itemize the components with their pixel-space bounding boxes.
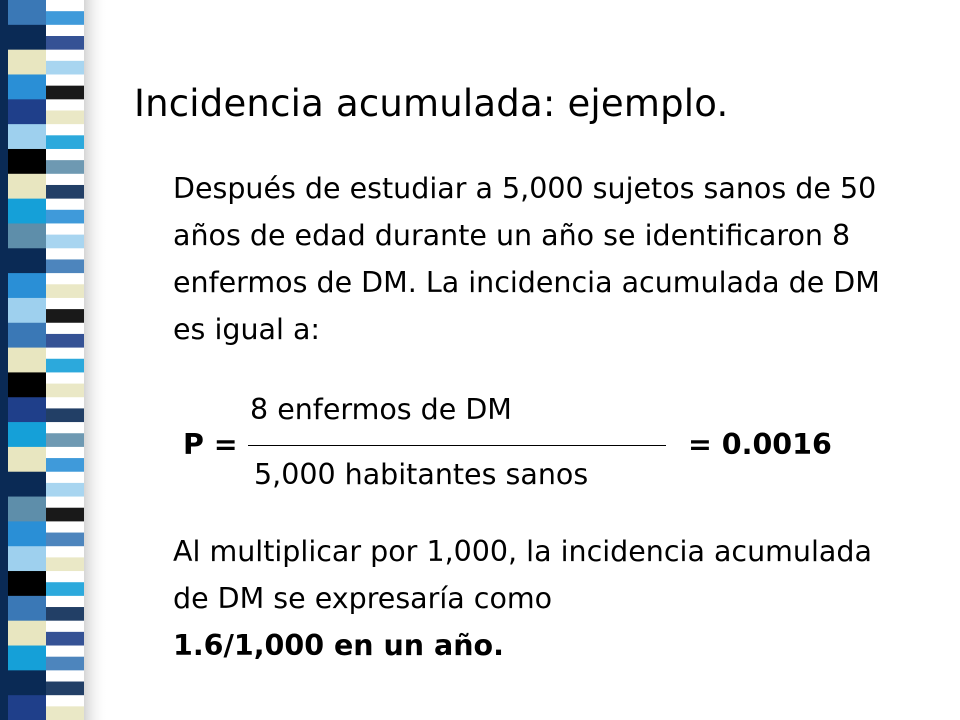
stripe-block — [8, 323, 46, 348]
stripe-block-offset — [46, 657, 84, 671]
stripe-block — [8, 447, 46, 472]
stripe-block-offset — [46, 408, 84, 422]
stripe-block-offset — [46, 458, 84, 472]
stripe-block-offset — [46, 235, 84, 249]
stripe-block — [8, 422, 46, 447]
stripe-block-offset — [46, 86, 84, 100]
stripe-block-offset — [46, 582, 84, 596]
stripe-block — [8, 248, 46, 273]
formula-lhs: P = — [183, 428, 238, 461]
stripe-block — [8, 50, 46, 75]
stripe-block-offset — [46, 110, 84, 124]
stripe-block — [8, 497, 46, 522]
stripe-block — [8, 298, 46, 323]
stripe-block — [8, 521, 46, 546]
stripe-block — [8, 0, 46, 25]
conclusion-text: Al multiplicar por 1,000, la incidencia acumulada de DM se expresaría como — [173, 535, 872, 615]
stripe-block-offset — [46, 706, 84, 720]
problem-paragraph: Después de estudiar a 5,000 sujetos sanos de 50 años de edad durante un año se identificaron 8 enfermos de DM. La incidencia acumulada de DM es igual a: — [173, 172, 880, 346]
stripe-block-offset — [46, 508, 84, 522]
stripe-block-offset — [46, 632, 84, 646]
stripe-block — [8, 223, 46, 248]
stripe-block — [8, 149, 46, 174]
stripe-block-offset — [46, 160, 84, 174]
stripe-block-offset — [46, 61, 84, 75]
stripe-block — [8, 695, 46, 720]
stripe-block — [8, 124, 46, 149]
stripe-block — [8, 670, 46, 695]
stripe-block-offset — [46, 433, 84, 447]
stripe-block-offset — [46, 36, 84, 50]
stripe-block-offset — [46, 185, 84, 199]
conclusion-paragraph — [173, 528, 893, 669]
stripe-block — [8, 596, 46, 621]
formula-numerator: 8 enfermos de DM — [250, 393, 512, 426]
stripe-shadow — [84, 0, 108, 720]
stripe-block-offset — [46, 483, 84, 497]
decorative-stripe — [0, 0, 108, 720]
formula-denominator: 5,000 habitantes sanos — [254, 458, 589, 491]
stripe-block — [8, 348, 46, 373]
stripe-block-offset — [46, 309, 84, 323]
stripe-block — [8, 397, 46, 422]
stripe-block-offset — [46, 607, 84, 621]
stripe-block — [8, 372, 46, 397]
fraction-line — [248, 445, 666, 446]
stripe-block — [8, 273, 46, 298]
stripe-block-offset — [46, 384, 84, 398]
stripe-block — [8, 646, 46, 671]
stripe-block — [8, 74, 46, 99]
stripe-block-offset — [46, 533, 84, 547]
stripe-block-offset — [46, 210, 84, 224]
stripe-block — [8, 99, 46, 124]
formula-result: = 0.0016 — [688, 428, 832, 461]
slide-title: Incidencia acumulada: ejemplo. — [134, 82, 729, 125]
stripe-block — [8, 546, 46, 571]
stripe-block-offset — [46, 682, 84, 696]
stripe-block-offset — [46, 11, 84, 25]
stripe-block-offset — [46, 259, 84, 273]
stripe-block — [8, 25, 46, 50]
stripe-block-offset — [46, 359, 84, 373]
stripe-block — [8, 621, 46, 646]
conclusion-bold-result: 1.6/1,000 en un año. — [173, 629, 504, 662]
stripe-block — [8, 571, 46, 596]
stripe-block — [8, 174, 46, 199]
stripe-block-offset — [46, 284, 84, 298]
stripe-block — [8, 472, 46, 497]
stripe-block-offset — [46, 557, 84, 571]
stripe-block-offset — [46, 334, 84, 348]
stripe-block — [8, 199, 46, 224]
stripe-block-offset — [46, 135, 84, 149]
